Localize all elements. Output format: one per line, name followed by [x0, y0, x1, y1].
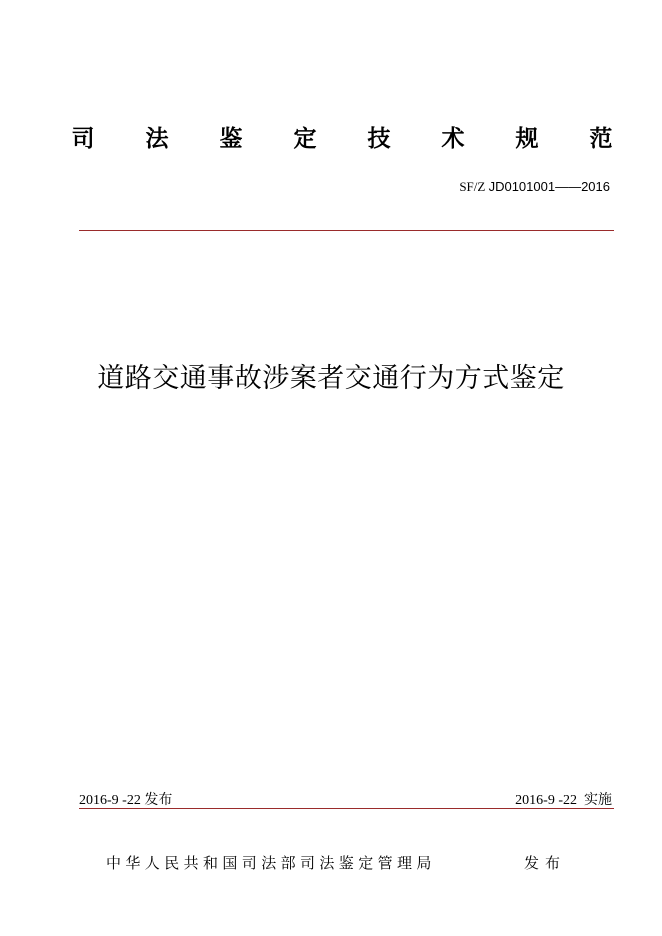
series-char: 术 — [441, 125, 465, 152]
bottom-divider — [79, 808, 614, 809]
series-char: 司 — [71, 125, 95, 152]
standard-series-title — [68, 116, 616, 156]
top-divider — [79, 230, 614, 231]
series-char: 鉴 — [219, 125, 243, 152]
series-char: 规 — [515, 125, 539, 152]
standard-code — [459, 179, 610, 195]
issue-action: 发布 — [524, 854, 567, 872]
issue-date: 2016-9 -22 发布 — [79, 793, 173, 808]
standard-code-number: JD0101001——2016 — [488, 179, 610, 194]
effective-date: 2016-9 -22 实施 — [515, 793, 612, 808]
series-char: 法 — [145, 125, 169, 152]
series-char: 技 — [367, 125, 391, 152]
standard-code-prefix: SF/Z — [459, 179, 489, 194]
document-title: 道路交通事故涉案者交通行为方式鉴定 — [97, 363, 565, 394]
series-char: 范 — [589, 125, 613, 152]
series-char: 定 — [293, 125, 317, 152]
issuing-authority: 中华人民共和国司法部司法鉴定管理局 — [106, 854, 436, 872]
